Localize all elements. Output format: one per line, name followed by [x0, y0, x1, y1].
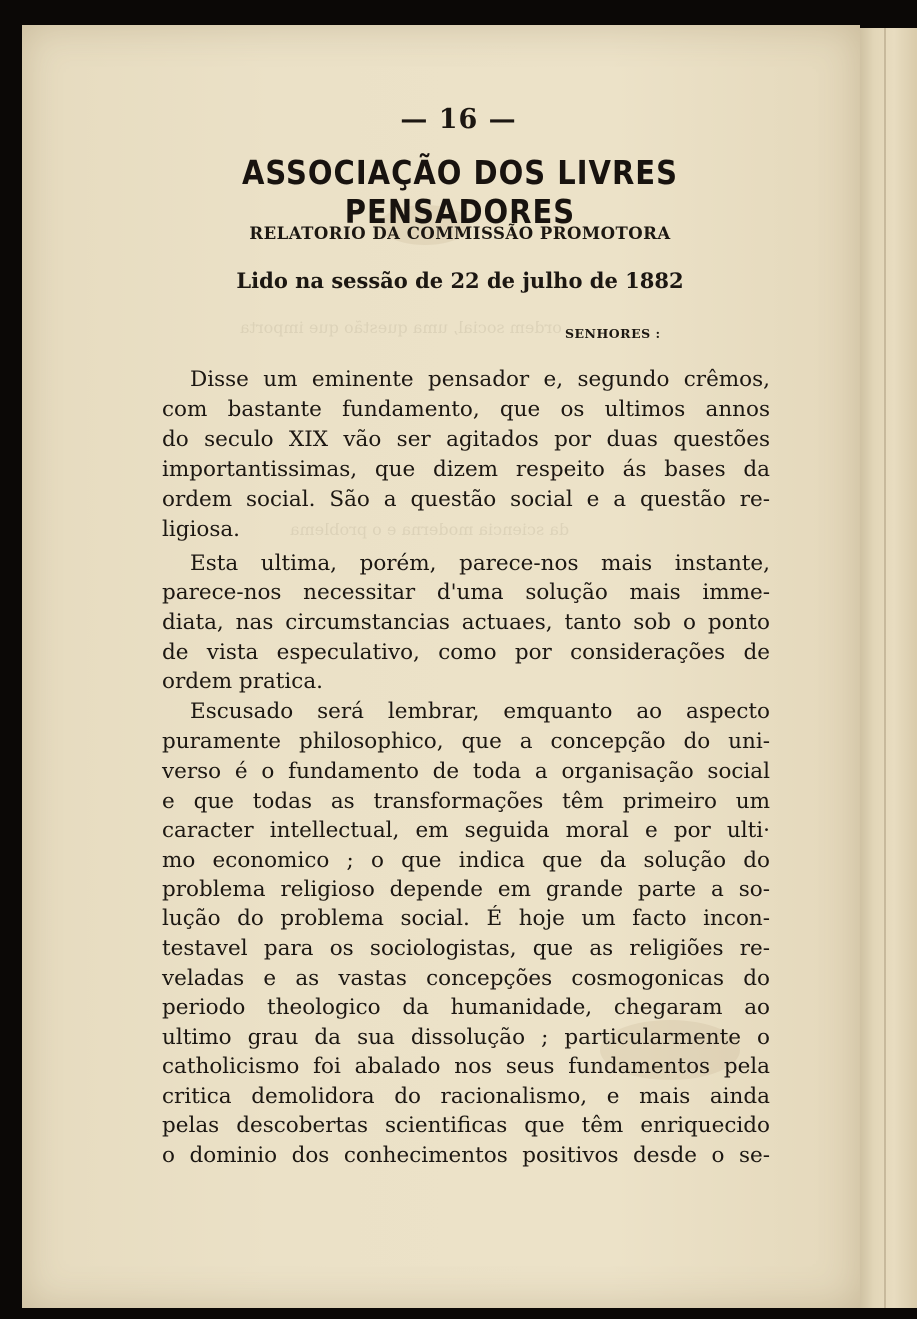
body-line: e que todas as transformações têm primeiro um [162, 789, 770, 814]
page-title: ASSOCIAÇÃO DOS LIVRES PENSADORES [241, 152, 678, 232]
body-line: problema religioso depende em grande parte a so- [162, 877, 770, 902]
body-line: verso é o fundamento de toda a organisação social [162, 759, 770, 784]
body-line: ligiosa. [162, 517, 241, 542]
body-line: Esta ultima, porém, parece-nos mais instante, [190, 551, 770, 576]
page-crease [884, 28, 886, 1308]
facing-page-edge [860, 28, 917, 1308]
body-line: ordem pratica. [162, 669, 323, 694]
bleed-through-text: da sciencia moderna e o problema [290, 520, 570, 539]
body-line: periodo theologico da humanidade, chegaram ao [162, 995, 770, 1020]
body-line: de vista especulativo, como por considerações de [162, 640, 770, 665]
body-line: o dominio dos conhecimentos positivos desde o se- [162, 1143, 770, 1168]
salutation: SENHORES : [565, 326, 661, 341]
body-line: com bastante fundamento, que os ultimos annos [162, 397, 770, 422]
body-line: do seculo XIX vão ser agitados por duas questões [162, 427, 770, 452]
body-line: mo economico ; o que indica que da solução do [162, 848, 770, 873]
body-line: importantissimas, que dizem respeito ás bases da [162, 457, 770, 482]
body-line: puramente philosophico, que a concepção do uni- [162, 729, 770, 754]
report-subtitle: RELATORIO DA COMMISSÃO PROMOTORA [249, 224, 671, 243]
session-date-line: Lido na sessão de 22 de julho de 1882 [236, 268, 684, 293]
body-line: critica demolidora do racionalismo, e mais ainda [162, 1084, 770, 1109]
body-line: veladas e as vastas concepções cosmogonicas do [162, 966, 770, 991]
body-line: pelas descobertas scientificas que têm enriquecido [162, 1113, 770, 1138]
body-line: lução do problema social. É hoje um facto incon- [162, 906, 770, 931]
body-line: parece-nos necessitar d'uma solução mais imme- [162, 580, 770, 605]
body-line: Disse um eminente pensador e, segundo crêmos, [190, 367, 770, 392]
body-line: Escusado será lembrar, emquanto ao aspecto [190, 699, 770, 724]
body-line: catholicismo foi abalado nos seus fundamentos pela [162, 1054, 770, 1079]
body-line: diata, nas circumstancias actuaes, tanto sob o ponto [162, 610, 770, 635]
body-line: caracter intellectual, em seguida moral e por ulti· [162, 818, 770, 843]
body-line: testavel para os sociologistas, que as religiões re- [162, 936, 770, 961]
body-line: ordem social. São a questão social e a questão re- [162, 487, 770, 512]
body-line: ultimo grau da sua dissolução ; particularmente o [162, 1025, 770, 1050]
bleed-through-text: ordem social, uma questão que importa [240, 318, 562, 337]
page-number: — 16 — [400, 104, 517, 135]
